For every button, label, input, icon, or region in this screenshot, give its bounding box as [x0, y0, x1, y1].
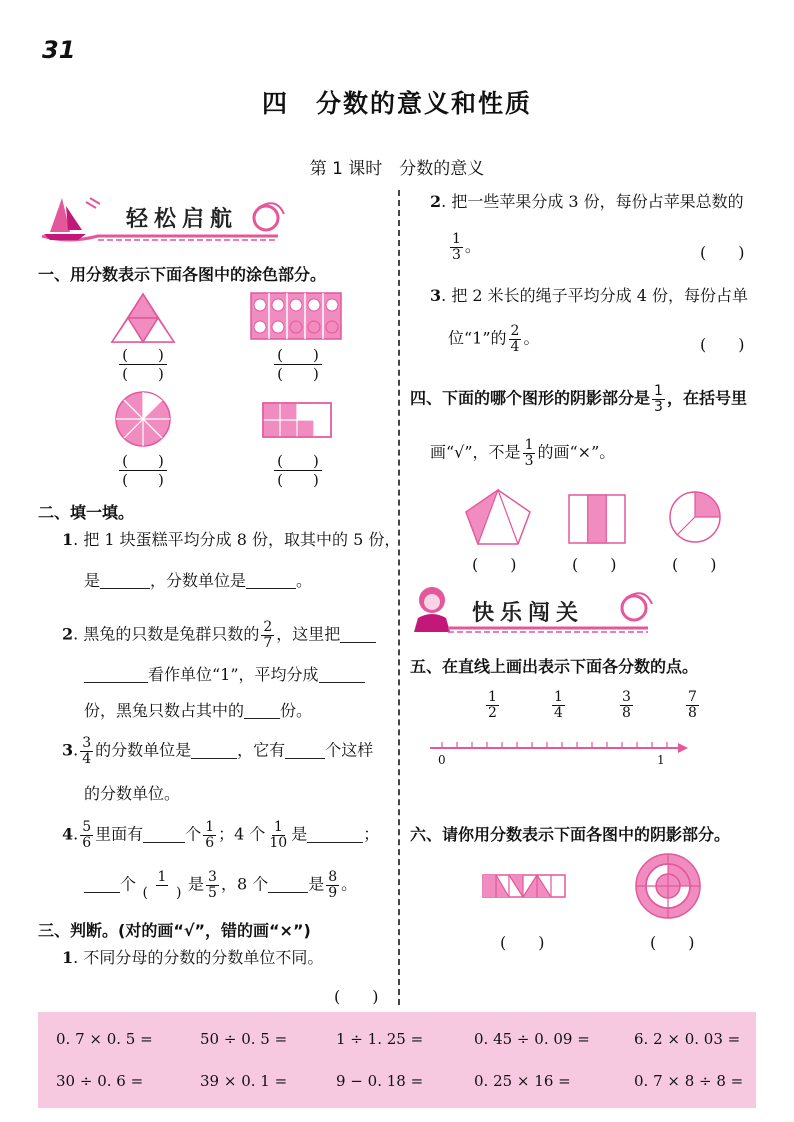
q3-title: 三、判断。(对的画“√”，错的画“×”)	[38, 921, 311, 940]
q5-title: 五、在直线上画出表示下面各分数的点。	[410, 657, 699, 676]
calc-1-3: 1 ÷ 1. 25 =	[336, 1030, 424, 1048]
unit-title: 四 分数的意义和性质	[261, 89, 532, 118]
q2-blank-11[interactable]	[84, 876, 120, 893]
q6-answer-2[interactable]: ( )	[650, 933, 695, 952]
calc-2-3: 9 − 0. 18 =	[336, 1072, 424, 1090]
calc-2-5: 0. 7 × 8 ÷ 8 =	[634, 1072, 744, 1090]
q2-blank-4[interactable]	[84, 666, 148, 683]
banner-easy-start-text: 轻松启航	[126, 207, 239, 232]
triangle-figure	[110, 292, 176, 344]
calc-1-4: 0. 45 ÷ 0. 09 =	[474, 1030, 590, 1048]
q1-answer-2[interactable]: ( ) ( )	[268, 346, 328, 383]
calc-1-2: 50 ÷ 0. 5 =	[200, 1030, 288, 1048]
pentagon-figure	[464, 488, 532, 546]
q1-answer-3[interactable]: ( ) ( )	[113, 452, 173, 489]
q5-fraction-1: $\frac{1}{2}$	[488, 689, 497, 721]
striped-rect-figure	[568, 494, 626, 544]
calc-2-1: 30 ÷ 0. 6 =	[56, 1072, 144, 1090]
q2-item-3: 3. $\frac{3}{4}$ 的分数单位是 ，它有 个这样	[62, 735, 374, 767]
q4-answer-3[interactable]: ( )	[672, 555, 717, 574]
q3-item-3-line2: 位“1”的 $\frac{2}{4}$ 。	[448, 323, 540, 355]
q2-blank-12[interactable]	[268, 876, 308, 893]
q3-item-2-line2: $\frac{1}{3}$ 。	[452, 231, 481, 263]
column-divider	[398, 190, 400, 1005]
q2-item-3-line2: 的分数单位。	[84, 784, 181, 803]
q5-fraction-2: $\frac{1}{4}$	[554, 689, 563, 721]
q6-answer-1[interactable]: ( )	[500, 933, 545, 952]
banner-happy-challenge	[408, 582, 658, 638]
q2-item-4: 4. $\frac{5}{6}$ 里面有 个 $\frac{1}{6}$ ；4 个 $\frac{1}{10}$ 是 ；	[62, 819, 380, 851]
q3-item-3: 3. 把 2 米长的绳子平均分成 4 份，每份占单	[430, 286, 749, 305]
q1-answer-1[interactable]: ( ) ( )	[113, 346, 173, 383]
axis-end-label: 1	[657, 753, 665, 767]
zigzag-rect-figure	[482, 874, 566, 898]
q2-item-1-line2: 是 ，分数单位是 。	[84, 571, 313, 590]
q4-answer-2[interactable]: ( )	[572, 555, 617, 574]
q3-answer-2[interactable]: ( )	[700, 243, 745, 262]
q2-item-2-line2: 看作单位“1”，平均分成	[84, 666, 365, 683]
mental-math-strip	[38, 1012, 756, 1108]
q5-fraction-4: $\frac{7}{8}$	[688, 689, 697, 721]
q3-answer-3[interactable]: ( )	[700, 335, 745, 354]
lesson-title: 第 1 课时 分数的意义	[309, 159, 485, 179]
grid-rect-figure	[262, 402, 332, 438]
q2-item-1: 1. 把 1 块蛋糕平均分成 8 份，取其中的 5 份，	[62, 530, 401, 549]
q1-title: 一、用分数表示下面各图中的涂色部分。	[38, 265, 327, 284]
q5-fraction-3: $\frac{3}{8}$	[622, 689, 631, 721]
q2-blank-3[interactable]	[340, 626, 376, 643]
calc-1-1: 0. 7 × 0. 5 =	[56, 1030, 153, 1048]
q3-answer-1[interactable]: ( )	[334, 987, 379, 1006]
q2-blank-2[interactable]	[246, 572, 296, 589]
q2-blank-10[interactable]	[307, 826, 363, 843]
circle-third-figure	[668, 490, 722, 544]
axis-start-label: 0	[438, 753, 446, 767]
target-circle-figure	[634, 852, 702, 920]
q2-item-2-line3: 份，黑兔只数占其中的 份。	[84, 701, 313, 720]
dots-grid-figure	[250, 292, 342, 340]
q4-answer-1[interactable]: ( )	[472, 555, 517, 574]
number-line[interactable]	[428, 738, 690, 758]
pie-figure	[114, 390, 172, 448]
q4-title-line2: 画“√”，不是 $\frac{1}{3}$ 的画“×”。	[430, 437, 616, 469]
banner-easy-start	[38, 192, 288, 248]
q2-blank-7[interactable]	[191, 742, 237, 759]
q2-title: 二、填一填。	[38, 503, 135, 522]
q2-blank-9[interactable]	[143, 826, 185, 843]
q3-item-2: 2. 把一些苹果分成 3 份，每份占苹果总数的	[430, 192, 744, 211]
calc-1-5: 6. 2 × 0. 03 =	[634, 1030, 741, 1048]
q2-blank-5[interactable]	[319, 666, 365, 683]
q4-title: 四、下面的哪个图形的阴影部分是 $\frac{1}{3}$ ，在括号里	[410, 383, 747, 415]
calc-2-4: 0. 25 × 16 =	[474, 1072, 571, 1090]
page-number: 31	[42, 36, 76, 64]
q2-item-2: 2. 黑兔的只数是兔群只数的 $\frac{2}{7}$ ，这里把	[62, 620, 376, 650]
banner-happy-challenge-text: 快乐闯关	[472, 601, 585, 626]
q1-answer-4[interactable]: ( ) ( )	[268, 452, 328, 489]
q2-item-4-line2: 个 $\frac{1}{( )}$ 是 $\frac{3}{5}$ ，8 个 是 $\frac{8}{9}$ 。	[84, 870, 357, 900]
calc-2-2: 39 × 0. 1 =	[200, 1072, 288, 1090]
q2-blank-6[interactable]	[244, 702, 280, 719]
q6-title: 六、请你用分数表示下面各图中的阴影部分。	[410, 825, 731, 844]
q2-blank-1[interactable]	[100, 572, 150, 589]
q3-item-1: 1. 不同分母的分数的分数单位不同。	[62, 948, 324, 967]
q2-blank-8[interactable]	[285, 742, 325, 759]
